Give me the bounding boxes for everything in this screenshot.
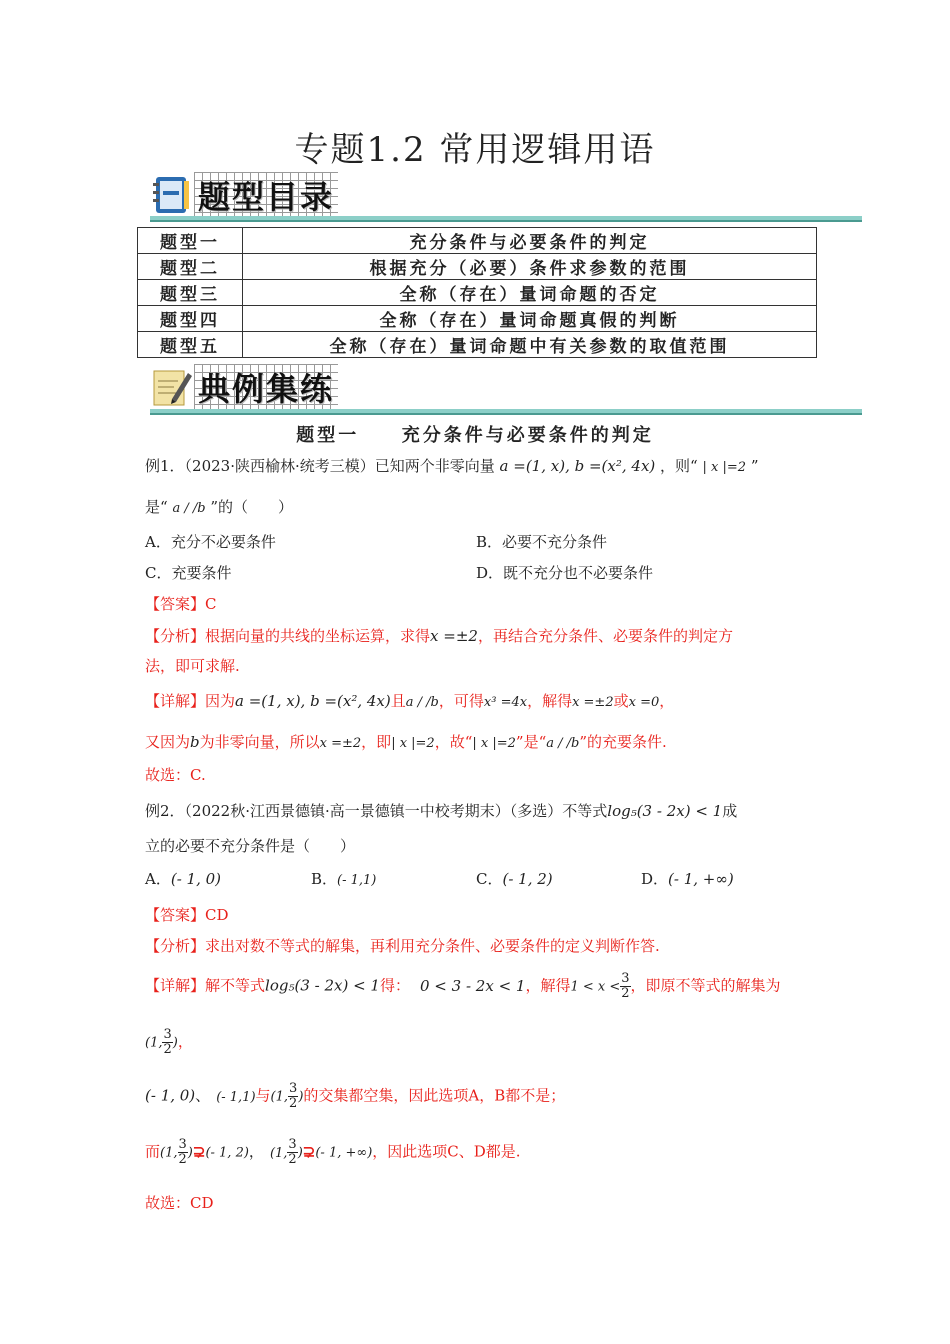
d2-text: 又因为: [145, 733, 191, 751]
ex1-then: ，则“: [660, 457, 698, 475]
ex1-option-b[interactable]: B．必要不充分条件: [476, 533, 608, 551]
numerator: 3: [289, 1081, 298, 1096]
set-open: (1,: [160, 1145, 178, 1161]
denominator: 2: [288, 1152, 297, 1167]
detail-text-d: ，解得: [527, 692, 573, 710]
ex2-inequality: log₅(3 - 2x) < 1: [607, 802, 723, 820]
detail-range: 1 < x <: [570, 979, 621, 995]
set-open: (1,: [145, 1035, 163, 1051]
d2-vector-b: b: [190, 733, 200, 751]
toc-value: 全称（存在）量词命题中有关参数的取值范围: [243, 332, 817, 358]
toc-row[interactable]: [138, 228, 817, 254]
examples-header: [150, 364, 338, 410]
interval-b: (- 1,1): [216, 1089, 256, 1105]
separator: 、: [195, 1086, 211, 1105]
toc-key: 题型五: [138, 332, 243, 358]
ex1-quote: ”: [750, 457, 759, 475]
toc-value: 充分条件与必要条件的判定: [243, 228, 817, 254]
toc-key: 题型二: [138, 254, 243, 280]
ex2-detail: [145, 972, 781, 1001]
ex2-detail-line4: [145, 1138, 521, 1167]
page-title: 专题1.2 常用逻辑用语: [294, 130, 656, 170]
ex1-answer: 【答案】C: [145, 595, 217, 613]
ex1-analysis-line2: 法，即可求解.: [145, 657, 240, 675]
interval-a: (- 1, 0): [145, 1086, 196, 1105]
ex1-head: 例1．（2023·陕西榆林·统考三模）已知两个非零向量: [145, 457, 495, 475]
option-value: (- 1, 0): [170, 870, 222, 888]
detail-parallel: a / /b: [405, 695, 439, 710]
set-comma: ，: [177, 1032, 193, 1051]
ex1-analysis: [145, 625, 733, 646]
ex2-choose: 故选：CD: [145, 1194, 214, 1212]
ex1-choose: 故选：C.: [145, 766, 206, 784]
toc-key: 题型一: [138, 228, 243, 254]
toc-value: 全称（存在）量词命题的否定: [243, 280, 817, 306]
detail-text: 解不等式: [205, 976, 266, 995]
set-close: ): [297, 1145, 303, 1161]
d2-text-d: ，即: [361, 733, 392, 751]
toc-row[interactable]: [138, 332, 817, 358]
ex1-parallel: a / /b: [172, 501, 206, 516]
ex2-answer: 【答案】CD: [145, 906, 229, 924]
ex2-option-d[interactable]: [641, 868, 734, 889]
ex1-line2-end: ”的（ ）: [210, 498, 294, 516]
toc-value: 全称（存在）量词命题真假的判断: [243, 306, 817, 332]
detail-text-e: 或: [613, 692, 629, 710]
option-letter: B．: [311, 870, 338, 888]
d2-x: x =±2: [319, 736, 362, 751]
denominator: 2: [178, 1152, 187, 1167]
ex1-option-c[interactable]: C．充要条件: [145, 564, 232, 582]
detail-text-c: ，可得: [438, 692, 484, 710]
l4-comma: ，: [248, 1142, 264, 1161]
set-close: ): [298, 1089, 304, 1105]
section-name: 充分条件与必要条件的判定: [401, 425, 654, 446]
ex1-detail-line2: [145, 731, 667, 752]
ex1-option-d[interactable]: D．既不充分也不必要条件: [476, 564, 654, 582]
ex1-detail: [145, 690, 674, 711]
toc-key: 题型三: [138, 280, 243, 306]
option-value: (- 1, 2): [502, 870, 553, 888]
interval-c: (- 1, 2): [205, 1145, 249, 1161]
l3-text-d: 的交集都空集，因此选项A，B都不是；: [303, 1086, 566, 1105]
d2-text-e: ，故“: [434, 733, 473, 751]
set-open: (1,: [269, 1145, 288, 1161]
notebook-icon: [150, 173, 194, 217]
d2-parallel: a / /b: [546, 736, 580, 751]
examples-divider: [150, 409, 862, 415]
d2-text-g: ”的充要条件.: [579, 733, 667, 751]
superset-symbol: ⊋: [302, 1142, 316, 1161]
numerator: 3: [178, 1137, 187, 1152]
detail-equation: x³ =4x: [483, 695, 528, 710]
detail-text-b: 得：: [379, 976, 410, 995]
set-close: ): [172, 1035, 178, 1051]
ex1-line2-start: 是“: [145, 498, 168, 516]
ex2-analysis: 【分析】求出对数不等式的解集，再利用充分条件、必要条件的定义判断作答.: [145, 937, 660, 955]
d2-text-f: ”是“: [515, 733, 547, 751]
denominator: 2: [289, 1096, 298, 1111]
detail-label: 【详解】: [145, 692, 206, 710]
ex2-solution-set: [145, 1028, 193, 1057]
superset-symbol: ⊋: [192, 1142, 206, 1161]
ex2-detail-line3: [145, 1082, 565, 1111]
option-letter: A．: [145, 870, 171, 888]
ex1-question-line2: [145, 496, 293, 517]
ex1-question: [145, 455, 758, 476]
detail-solution-1: x =±2: [572, 695, 614, 710]
denominator: 2: [621, 986, 630, 1001]
set-open: (1,: [270, 1089, 289, 1105]
toc-row[interactable]: [138, 306, 817, 332]
analysis-text-2: ，再结合充分条件、必要条件的判定方: [477, 627, 733, 645]
ex2-option-a[interactable]: [145, 868, 221, 889]
toc-row[interactable]: [138, 254, 817, 280]
ex1-option-a[interactable]: A．充分不必要条件: [145, 533, 276, 551]
analysis-label: 【分析】: [145, 627, 206, 645]
l4-text-a: 而: [145, 1142, 161, 1161]
numerator: 3: [163, 1027, 172, 1042]
option-letter: D．: [641, 870, 669, 888]
examples-header-label: 典例集练: [194, 364, 338, 410]
fraction: [620, 972, 630, 1001]
denominator: 2: [163, 1042, 172, 1057]
option-letter: C．: [476, 870, 503, 888]
toc-table: [137, 227, 817, 358]
toc-divider: [150, 216, 862, 222]
detail-text: 因为: [205, 692, 236, 710]
analysis-text: 根据向量的共线的坐标运算，求得: [205, 627, 431, 645]
l4-text-e: ，因此选项C、D都是.: [372, 1142, 521, 1161]
l3-text-c: 与: [255, 1086, 271, 1105]
toc-row[interactable]: [138, 280, 817, 306]
toc-header: [150, 172, 338, 218]
ex2-option-b[interactable]: [311, 868, 376, 889]
d2-abs: | x |=2: [391, 736, 435, 751]
fraction: [178, 1138, 188, 1167]
d2-text-c: 为非零向量，所以: [199, 733, 320, 751]
option-value: (- 1, +∞): [668, 870, 734, 888]
ex1-vectors: a =(1, x), b =(x², 4x): [499, 457, 656, 475]
fraction: [162, 1028, 172, 1057]
toc-key: 题型四: [138, 306, 243, 332]
option-value: (- 1,1): [337, 873, 377, 888]
detail-text-d: ，即原不等式的解集为: [630, 976, 781, 995]
fraction: [287, 1138, 297, 1167]
interval-d: (- 1, +∞): [315, 1145, 373, 1161]
detail-inequality: log₅(3 - 2x) < 1: [265, 976, 380, 995]
ex2-head-end: 成: [722, 802, 738, 820]
section-title: [0, 421, 950, 447]
detail-vectors: a =(1, x), b =(x², 4x): [235, 692, 391, 710]
detail-solution-2: x =0: [628, 695, 660, 710]
fraction: [288, 1082, 298, 1111]
ex2-option-c[interactable]: [476, 868, 553, 889]
numerator: 3: [621, 971, 630, 986]
d2-abs-2: | x |=2: [472, 736, 516, 751]
toc-value: 根据充分（必要）条件求参数的范围: [243, 254, 817, 280]
detail-text-f: ，: [659, 692, 675, 710]
ex2-head: 例2．（2022秋·江西景德镇·高一景德镇一中校考期末）（多选）不等式: [145, 802, 608, 820]
pencil-note-icon: [150, 365, 194, 409]
set-close: ): [187, 1145, 193, 1161]
analysis-math: x =±2: [430, 627, 478, 645]
toc-header-label: 题型目录: [194, 172, 338, 218]
section-label: 题型一: [296, 425, 360, 446]
ex2-question: [145, 800, 737, 821]
detail-chain: 0 < 3 - 2x < 1: [420, 976, 526, 995]
detail-text-b: 且: [390, 692, 406, 710]
detail-label: 【详解】: [145, 976, 206, 995]
detail-text-c: ，解得: [525, 976, 571, 995]
ex2-question-line2: 立的必要不充分条件是（ ）: [145, 837, 356, 855]
numerator: 3: [288, 1137, 297, 1152]
ex1-condition: | x |=2: [702, 460, 747, 475]
